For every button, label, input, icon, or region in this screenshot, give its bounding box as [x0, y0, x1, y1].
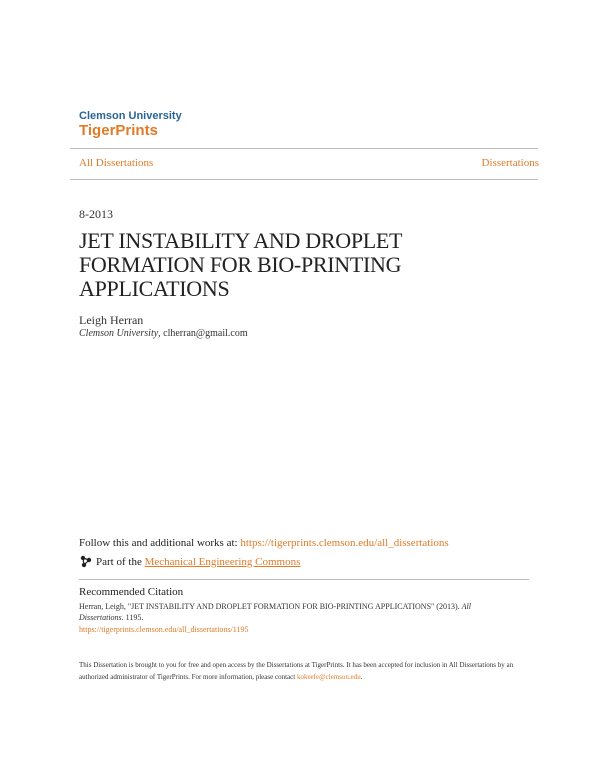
contact-email-link[interactable]: kokeefe@clemson.edu — [296, 673, 361, 681]
part-of-label: Part of the — [96, 555, 142, 568]
notice-end: . — [360, 673, 363, 681]
dissertations-link[interactable]: Dissertations — [481, 157, 539, 169]
commons-network-icon — [79, 555, 92, 568]
publication-date: 8-2013 — [79, 207, 113, 221]
recommended-citation-heading: Recommended Citation — [79, 586, 184, 598]
divider — [70, 179, 538, 180]
citation-url-link[interactable]: https://tigerprints.clemson.edu/all_dissertations/1195 — [79, 625, 249, 634]
follow-line — [79, 537, 449, 549]
divider — [79, 579, 529, 580]
citation-text — [79, 601, 499, 623]
citation-series: All Dissertations — [79, 602, 471, 622]
follow-url-link[interactable]: https://tigerprints.clemson.edu/all_dissertations — [240, 537, 449, 549]
notice-text: This Dissertation is brought to you for free and open access by the Dissertations at TigerPrints. It has been accepted for inclusion in All Dissertations by an authorized administrator of TigerPrints. For more information, please contact — [79, 661, 514, 681]
part-of-line — [79, 555, 300, 568]
document-page — [79, 0, 539, 776]
author-email: , clherran@gmail.com — [158, 328, 248, 339]
citation-main: Herran, Leigh, "JET INSTABILITY AND DROPLET FORMATION FOR BIO-PRINTING APPLICATIONS" (2013). — [79, 602, 462, 611]
all-dissertations-link[interactable]: All Dissertations — [79, 157, 154, 169]
document-title: JET INSTABILITY AND DROPLET FORMATION FOR BIO-PRINTING APPLICATIONS — [79, 228, 402, 301]
citation-number: . 1195. — [121, 613, 144, 622]
author-name: Leigh Herran — [79, 313, 144, 327]
divider — [70, 148, 538, 149]
follow-label: Follow this and additional works at: — [79, 537, 241, 549]
access-notice — [79, 659, 529, 683]
author-affiliation — [79, 328, 248, 339]
affiliation-name: Clemson University — [79, 328, 159, 339]
mechanical-engineering-commons-link[interactable]: Mechanical Engineering Commons — [144, 555, 301, 568]
university-name: Clemson University — [79, 110, 182, 122]
site-name[interactable]: TigerPrints — [79, 122, 158, 139]
